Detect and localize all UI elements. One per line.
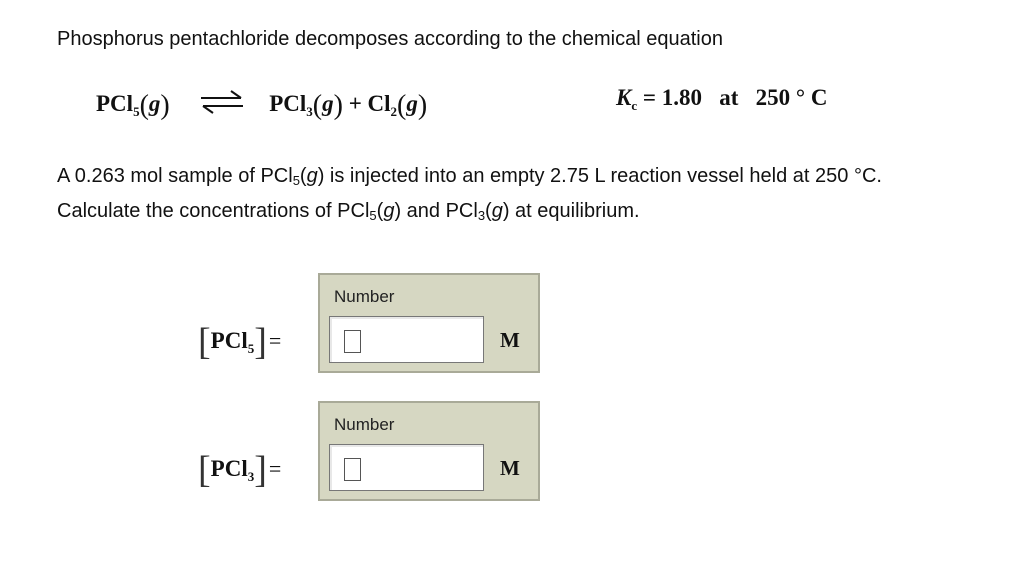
problem-statement xyxy=(57,161,882,231)
pcl3-answer-panel xyxy=(318,401,540,501)
chemical-equation: PCl$_5$(g) $PCl_3(g) + Cl_2(g)$ xyxy=(96,90,428,121)
pcl3-input-frame xyxy=(329,444,484,491)
equilibrium-constant: $K_c = 1.80$ at 250 ° C xyxy=(616,85,828,113)
product-cl2-formula: $Cl_2$ xyxy=(367,91,398,119)
number-caption: Number xyxy=(334,415,395,434)
pcl5-concentration-input[interactable] xyxy=(331,318,482,361)
pcl5-concentration-label: [PCl$_5$]= xyxy=(198,321,282,363)
pcl5-input-frame xyxy=(329,316,484,363)
reactant-formula: PCl$_5$ xyxy=(96,91,140,119)
intro-text: Phosphorus pentachloride decomposes according to the chemical equation xyxy=(57,28,723,50)
plus-sign: + xyxy=(348,91,362,116)
product-pcl3-formula: PCl$_3$ xyxy=(269,91,313,119)
problem-line-2: Calculate the concentrations of PCl$_5$(g) and PCl$_3$(g) at equilibrium. xyxy=(57,200,640,223)
problem-line-1: A 0.263 mol sample of PCl$_5$(g) is injected into an empty 2.75 L reaction vessel held at 250 °C. xyxy=(57,165,882,188)
pcl3-concentration-input[interactable] xyxy=(331,446,482,489)
pcl5-answer-panel xyxy=(318,273,540,373)
equilibrium-arrow-icon xyxy=(199,89,245,121)
unit-label: M xyxy=(500,456,520,480)
unit-label: M xyxy=(500,328,520,352)
number-caption: Number xyxy=(334,287,395,306)
pcl3-concentration-label: [PCl$_3$]= xyxy=(198,449,282,491)
